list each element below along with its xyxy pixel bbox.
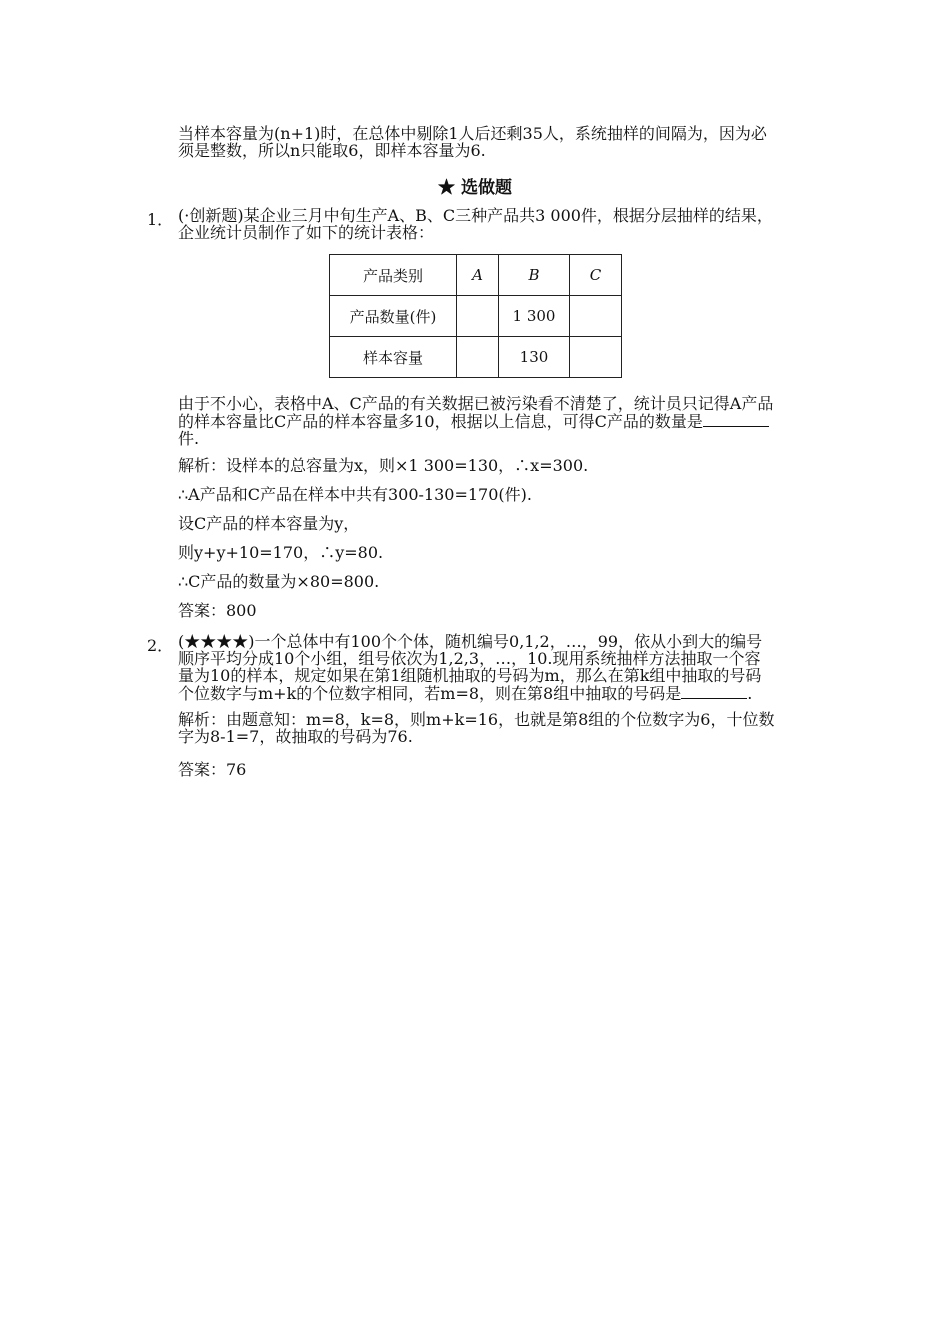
table-header-cell: B (499, 255, 570, 296)
q2-stem (178, 633, 762, 702)
q1-stem-line-1: (·创新题)某企业三月中旬生产A、B、C三种产品共3 000件，根据分层抽样的结果， (178, 206, 773, 225)
q1-solution-4: 则y+y+10=170，∴y=80. (178, 543, 384, 562)
intro-paragraph (178, 125, 767, 159)
q2-stem-end: . (747, 684, 753, 703)
q2-solution (178, 711, 774, 745)
answer-blank (703, 412, 769, 427)
q2-solution-line-1: 解析：由题意知：m=8，k=8，则m+k=16，也就是第8组的个位数字为6，十位数 (178, 710, 775, 729)
q1-after-line-3: 件. (178, 429, 200, 448)
q2-answer: 答案：76 (178, 760, 247, 779)
q1-after-table (178, 395, 773, 447)
q2-stem-line-4-text: 个位数字与m+k的个位数字相同，若m=8，则在第8组中抽取的号码是 (178, 684, 682, 703)
table-cell: 1 300 (499, 296, 570, 337)
q2-stem-line-1: (★★★★)一个总体中有100个个体，随机编号0,1,2，…，99，依从小到大的编号 (178, 632, 763, 651)
table-row (330, 337, 622, 378)
table-cell (457, 337, 499, 378)
q2-stem-line-4 (178, 684, 762, 702)
q2-stem-line-2: 顺序平均分成10个小组，组号依次为1,2,3，…，10.现用系统抽样方法抽取一个容 (178, 649, 761, 668)
q1-number: 1． (147, 210, 174, 229)
q1-after-line-2-text: 的样本容量比C产品的样本容量多10，根据以上信息，可得C产品的数量是 (178, 412, 703, 431)
table-row (330, 296, 622, 337)
q1-answer: 答案：800 (178, 601, 257, 620)
q1-after-line-2 (178, 412, 773, 430)
q1-solution-1: 解析：设样本的总容量为x，则×1 300=130，∴x=300. (178, 456, 589, 475)
table-cell: 样本容量 (330, 337, 457, 378)
q1-stem (178, 207, 773, 241)
intro-line-2: 须是整数，所以n只能取6，即样本容量为6. (178, 141, 486, 160)
q1-stem-line-2: 企业统计员制作了如下的统计表格： (178, 223, 435, 242)
table-header-row (330, 255, 622, 296)
product-stat-table (329, 254, 622, 378)
table-cell (457, 296, 499, 337)
table-header-cell: C (570, 255, 622, 296)
table-cell (570, 337, 622, 378)
q1-solution-5: ∴C产品的数量为×80=800. (178, 572, 380, 591)
table-cell: 产品数量(件) (330, 296, 457, 337)
answer-blank (681, 684, 747, 699)
table-cell (570, 296, 622, 337)
table-cell: 130 (499, 337, 570, 378)
q2-number: 2． (147, 636, 174, 655)
intro-line-1: 当样本容量为(n+1)时，在总体中剔除1人后还剩35人，系统抽样的间隔为，因为必 (178, 124, 767, 143)
section-heading: ★ 选做题 (438, 178, 512, 198)
q1-solution-3: 设C产品的样本容量为y， (178, 514, 360, 533)
q2-stem-line-3: 量为10的样本，规定如果在第1组随机抽取的号码为m，那么在第k组中抽取的号码 (178, 666, 762, 685)
table-header-cell: 产品类别 (330, 255, 457, 296)
q1-after-line-1: 由于不小心，表格中A、C产品的有关数据已被污染看不清楚了，统计员只记得A产品 (178, 394, 774, 413)
q1-solution-2: ∴A产品和C产品在样本中共有300-130=170(件). (178, 485, 532, 504)
q2-solution-line-2: 字为8-1=7，故抽取的号码为76. (178, 727, 413, 746)
table-header-cell: A (457, 255, 499, 296)
